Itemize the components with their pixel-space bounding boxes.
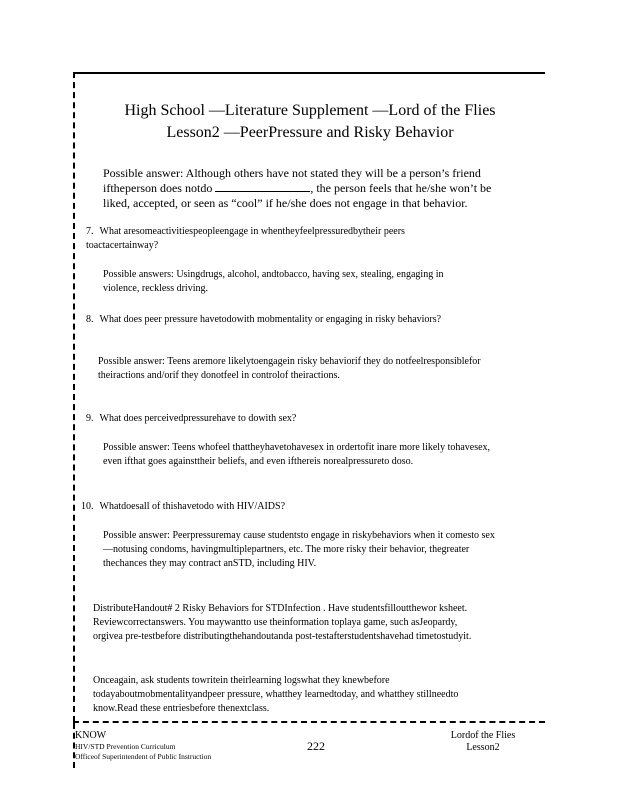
- question-9: [86, 412, 486, 426]
- question-number: 7.: [86, 226, 94, 237]
- question-text: Whatdoesall of thishavetodo with HIV/AIDS?: [99, 501, 286, 512]
- question-number: 10.: [81, 501, 94, 512]
- page-title: [80, 100, 540, 144]
- top-rule: [73, 72, 545, 74]
- answer-9: [103, 441, 501, 469]
- footer-right: [428, 730, 538, 754]
- answer-text: Possible answer: Teens aremore likelytoengagein risky behaviorif they do notfeelresponsiblefor theiractions and/orif they donotfeel in controlof theiractions.: [98, 356, 481, 381]
- question-text: What does perceivedpressurehave to dowith sex?: [99, 413, 297, 424]
- instructions-paragraph-2: [93, 674, 473, 716]
- answer-10: [103, 529, 501, 571]
- answer-7: [103, 268, 478, 296]
- question-text: What aresomeactivitiespeopleengage in whentheyfeelpressuredbytheir peers toactacertainway?: [86, 226, 405, 251]
- intro-answer-before-blank: Possible answer: Although others have not stated they will be a person’s friend iftheperson does notdo: [103, 166, 481, 195]
- title-line-2: Lesson2 —PeerPressure and Risky Behavior: [166, 124, 454, 141]
- footer-left: [75, 730, 275, 762]
- intro-answer-after-blank: , the person feels that he/she won’t be liked, accepted, or seen as “cool” if he/she does not engage in that behavior.: [103, 181, 492, 210]
- answer-text: Possible answer: Teens whofeel thattheyhavetohavesex in ordertofit inare more likely tohavesex, even ifthat goes againsttheir beliefs, and even ifthereis norealpressureto doso.: [103, 442, 491, 467]
- footer-curriculum: HIV/STD Prevention Curriculum: [75, 742, 176, 751]
- instructions-paragraph-1: [93, 602, 473, 644]
- footer-know-label: KNOW: [75, 730, 107, 741]
- answer-text: Possible answer: Peerpressuremay cause studentsto engage in riskybehaviors when it comesto sex —notusing condoms, havingmultiplepartners, etc. The more risky their behavior, thegreater thechances they may contract anSTD, including HIV.: [103, 530, 495, 569]
- footer-lesson: Lesson2: [466, 742, 500, 753]
- answer-text: Possible answers: Usingdrugs, alcohol, andtobacco, having sex, stealing, engaging in violence, reckless driving.: [103, 269, 444, 294]
- question-text: What does peer pressure havetodowith mobmentality or engaging in risky behaviors?: [99, 314, 442, 325]
- question-8: [86, 313, 486, 327]
- title-line-1: High School —Literature Supplement —Lord of the Flies: [124, 102, 496, 119]
- left-dashed-border: [73, 72, 75, 722]
- question-7: [86, 225, 446, 253]
- bottom-dashed-rule: [73, 721, 545, 723]
- question-number: 8.: [86, 314, 94, 325]
- instructions-text: DistributeHandout# 2 Risky Behaviors for STDInfection . Have studentsfilloutthewor ksheet. Reviewcorrectanswers. You maywantto use theinformation toplaya game, such asJeopardy, orgivea pre-testbefore distributingthehandoutanda post-testafterstudentshavehad timetostudyit.: [93, 603, 472, 642]
- answer-8: [98, 355, 488, 383]
- fill-in-blank: [215, 181, 310, 192]
- question-10: [81, 500, 481, 514]
- footer-book-title: Lordof the Flies: [450, 730, 516, 741]
- intro-answer: [103, 166, 508, 211]
- page-number: 222: [307, 739, 325, 753]
- instructions-text: Onceagain, ask students towritein theirlearning logswhat they knewbefore todayaboutmobmentalityandpeer pressure, whatthey learnedtoday, and whatthey stillneedto know.Read these entriesbefore thenextclass.: [93, 675, 459, 714]
- footer-office: Officeof Superintendent of Public Instruction: [75, 752, 212, 761]
- question-number: 9.: [86, 413, 94, 424]
